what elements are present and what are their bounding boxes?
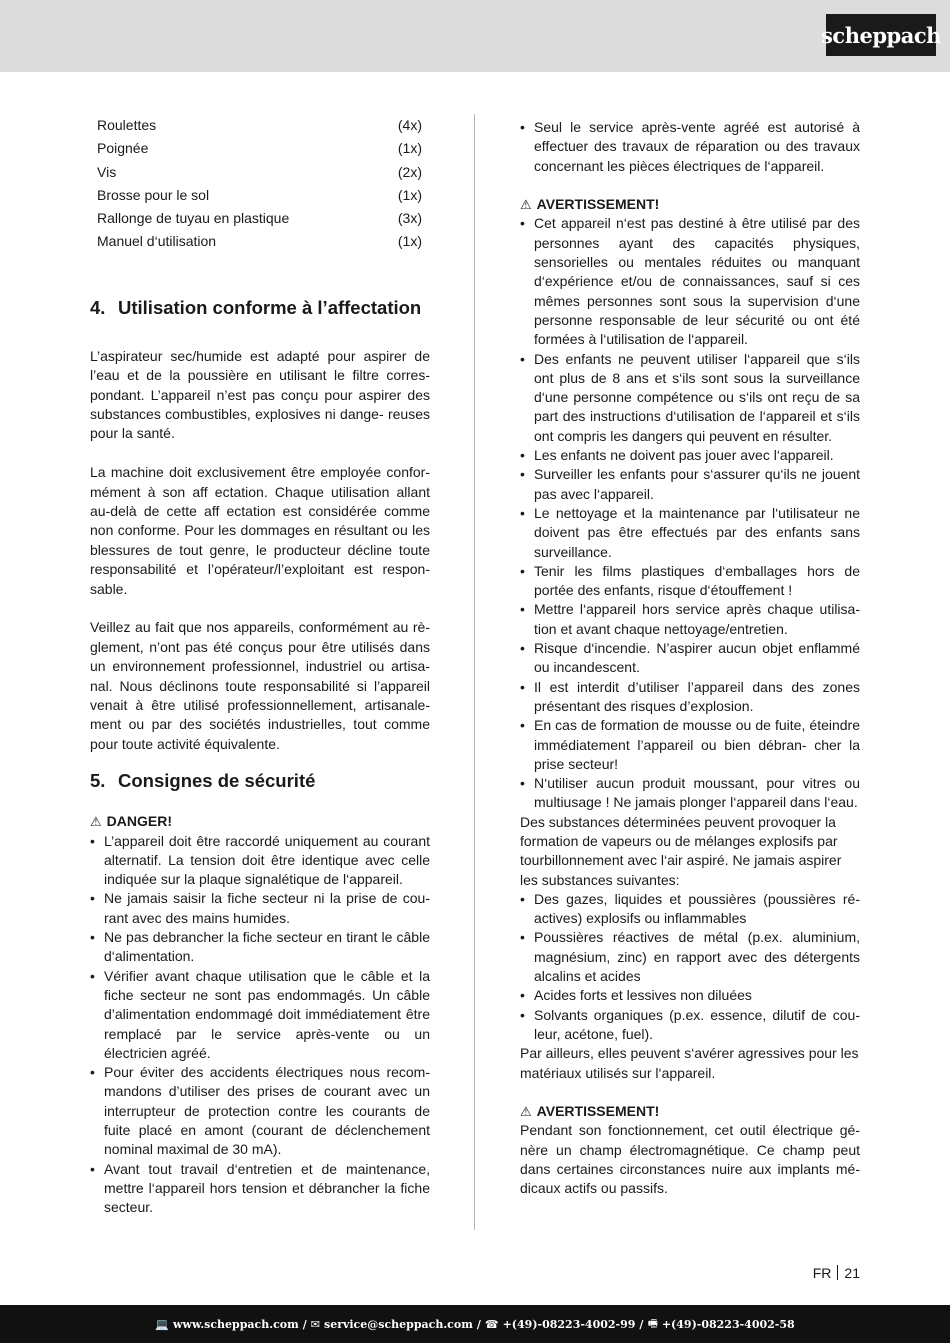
footer-email-link[interactable]: service@scheppach.com [324,1317,473,1331]
list-item: • Surveiller les enfants pour s‘assurer qu‘ils ne jouent pas avec l‘appareil. [520,465,860,504]
part-name: Poignée [97,140,149,157]
part-name: Vis [97,163,117,180]
list-item: • N‘utiliser aucun produit moussant, pour vitres ou multiusage ! Ne jamais plonger l‘appareil dans l‘eau. [520,774,860,813]
substances-list [520,890,860,1044]
list-item: • Vérifier avant chaque utilisation que le câble et la fiche secteur ne sont pas endommagés. Un câble d’alimentation endommagé doit immédiatement être remplacé par le service après-vente ou un électricien agréé. [90,967,430,1063]
warning-heading [520,195,860,214]
part-name: Roulettes [97,117,157,133]
footer-website-link[interactable]: www.scheppach.com [173,1317,299,1331]
substances-intro: Des substances déterminées peuvent provoquer la formation de vapeurs ou de mélanges explosifs par tourbillonnement avec l‘air aspiré. Ne jamais aspirer les substances suivantes: [520,813,842,888]
fax-icon: 🖷 [647,1316,658,1330]
list-item: • Des enfants ne peuvent utiliser l‘appareil que s‘ils ont plus de 8 ans et s‘ils sont sous la surveillance d‘une personne compétence ou s‘ils ont reçu de sa part des instructions d‘utilisation de l‘appareil et s‘ils ont compris les dangers qui peuvent en résulter. [520,350,860,446]
spacer [520,1083,860,1102]
footer-bar [0,1305,950,1343]
part-qty: (1x) [397,233,422,250]
section-4-number: 4. [90,296,106,318]
list-item: • Cet appareil n‘est pas destiné à être utilisé par des personnes ayant des capacités physiques, sensorielles ou mentales réduites ou manquant d‘expérience et/ou de connaissances, sauf si ces mêmes personnes sont sous la supervision d‘une personne responsable de leur sécurité ou ont été formées à l‘utilisation de l‘appareil. [520,214,860,349]
danger-list [90,832,430,1218]
parts-row [97,114,422,137]
list-item: • En cas de formation de mousse ou de fuite, éteindre immédiatement l’appareil ou bien débran- cher la prise secteur! [520,716,860,774]
part-qty: (2x) [397,163,422,180]
list-item: • Avant tout travail d‘entretien et de maintenance, mettre l‘appareil hors tension et débrancher la fiche secteur. [90,1160,430,1218]
list-item: • Tenir les films plastiques d‘emballages hors de portée des enfants, risque d‘étouffement ! [520,562,860,601]
warning-triangle-icon: ⚠ [520,1104,532,1120]
scheppach-logo: scheppach [826,14,936,56]
part-name: Rallonge de tuyau en plastique [97,210,290,227]
warning-title: AVERTISSEMENT! [536,196,660,213]
emf-warning-text: Pendant son fonctionnement, cet outil électrique gé- nère un champ électromagnétique. Ce champ peut dans certaines circonstances nuire aux implants mé- dicaux actifs ou passifs. [520,1122,860,1197]
service-list [520,118,860,176]
list-item: • Solvants organiques (p.ex. essence, dilutif de cou- leur, acétone, fuel). [520,1006,860,1045]
list-item: • Des gazes, liquides et poussières (poussières ré- actives) explosifs ou inflammables [520,890,860,929]
warning-triangle-icon: ⚠ [90,814,102,830]
parts-row [97,184,422,207]
list-item: • Pour éviter des accidents électriques nous recom- mandons d’utiliser des prises de courant avec un interrupteur de protection contre les courants de fuite placé en amont (courant de déclenchement nominal maximal de 30 mA). [90,1063,430,1159]
list-item: • Acides forts et lessives non diluées [520,986,860,1005]
parts-list [97,114,422,254]
section-4-paragraph: L’aspirateur sec/humide est adapté pour aspirer de l’eau et de la poussière en utilisant le filtre corres- pondant. L’appareil n’est pas conçu pour aspirer des substances combustibles, explosives ni dange- reuses pour la santé. [90,347,430,442]
section-4-title: Utilisation conforme à l’affectation [118,296,422,318]
list-item: • Il est interdit d’utiliser l’appareil dans des zones présentant des risques d’explosion. [520,678,860,717]
warning-heading [520,1102,860,1121]
header-bar [0,0,950,72]
page-number-separator [837,1265,838,1280]
danger-title: DANGER! [106,813,172,830]
list-item: • Risque d‘incendie. N’aspirer aucun objet enflammé ou incandescent. [520,639,860,678]
list-item: • Les enfants ne doivent pas jouer avec l‘appareil. [520,446,860,465]
warning-list [520,214,860,812]
left-column [90,114,430,1218]
phone-icon: ☎ [484,1317,499,1331]
list-item: • Ne jamais saisir la fiche secteur ni la prise de cou- rant avec des mains humides. [90,889,430,928]
list-item: • L’appareil doit être raccordé uniquement au courant alternatif. La tension doit être identique avec celle indiquée sur la plaque signalétique de l‘appareil. [90,832,430,890]
part-qty: (3x) [397,210,422,227]
list-item: • Poussières réactives de métal (p.ex. aluminium, magnésium, zinc) en rapport avec des détergents alcalins et acides [520,928,860,986]
footer-fax: +(49)-08223-4002-58 [661,1317,795,1331]
parts-row [97,207,422,230]
parts-row [97,161,422,184]
footer-separator: / [639,1317,644,1331]
column-divider [474,114,475,1230]
mail-icon: ✉ [310,1317,320,1331]
section-5-heading [90,771,430,791]
section-4-paragraph: La machine doit exclusivement être employée confor- mément à son aff ectation. Chaque utilisation allant au-delà de cette aff ectation est considérée comme non conforme. Pour les dommages en résultant ou les blessures de tout genre, le producteur décline toute responsabilité et l’opérateur/l’exploitant est respon- sable. [90,464,430,597]
footer-phone: +(49)-08223-4002-99 [502,1317,636,1331]
section-4-paragraph: Veillez au fait que nos appareils, conformément au rè- glement, n’ont pas été conçus pour être utilisés dans un environnement professionnel, industriel ou artisa- nal. Nous déclinons toute responsabilité si l’appareil venait à être utilisé professionnellement, artisanale- ment ou par des sociétés industrielles, tout comme pour toute activité équivalente. [90,619,430,752]
part-qty: (1x) [397,140,422,157]
list-item: • Ne pas debrancher la fiche secteur en tirant le câble d‘alimentation. [90,928,430,967]
list-item: • Le nettoyage et la maintenance par l‘utilisateur ne doivent pas être effectués par des enfants sans surveillance. [520,504,860,562]
parts-row [97,137,422,160]
list-item: • Mettre l‘appareil hors service après chaque utilisa- tion et avant chaque nettoyage/entretien. [520,600,860,639]
warning-title: AVERTISSEMENT! [536,1103,660,1120]
substances-outro: Par ailleurs, elles peuvent s‘avérer agressives pour les matériaux utilisés sur l‘appareil. [520,1045,859,1081]
section-4-heading [90,298,430,318]
part-name: Brosse pour le sol [97,186,210,203]
section-5-title: Consignes de sécurité [118,770,316,792]
right-column [520,118,860,1199]
page-number [813,1265,860,1281]
part-qty: (1x) [397,186,422,203]
section-5-number: 5. [90,770,106,792]
page-language: FR [812,1265,832,1281]
parts-row [97,230,422,253]
danger-heading [90,812,430,831]
page-number-value: 21 [844,1265,860,1281]
list-item: • Seul le service après-vente agréé est autorisé à effectuer des travaux de réparation ou des travaux concernant les pièces électriques de l‘appareil. [520,118,860,176]
computer-icon: 💻 [155,1317,170,1331]
spacer [520,176,860,195]
footer-separator: / [302,1317,307,1331]
part-name: Manuel d‘utilisation [97,233,217,250]
part-qty: (4x) [397,117,422,133]
footer-separator: / [476,1317,481,1331]
warning-triangle-icon: ⚠ [520,197,532,213]
